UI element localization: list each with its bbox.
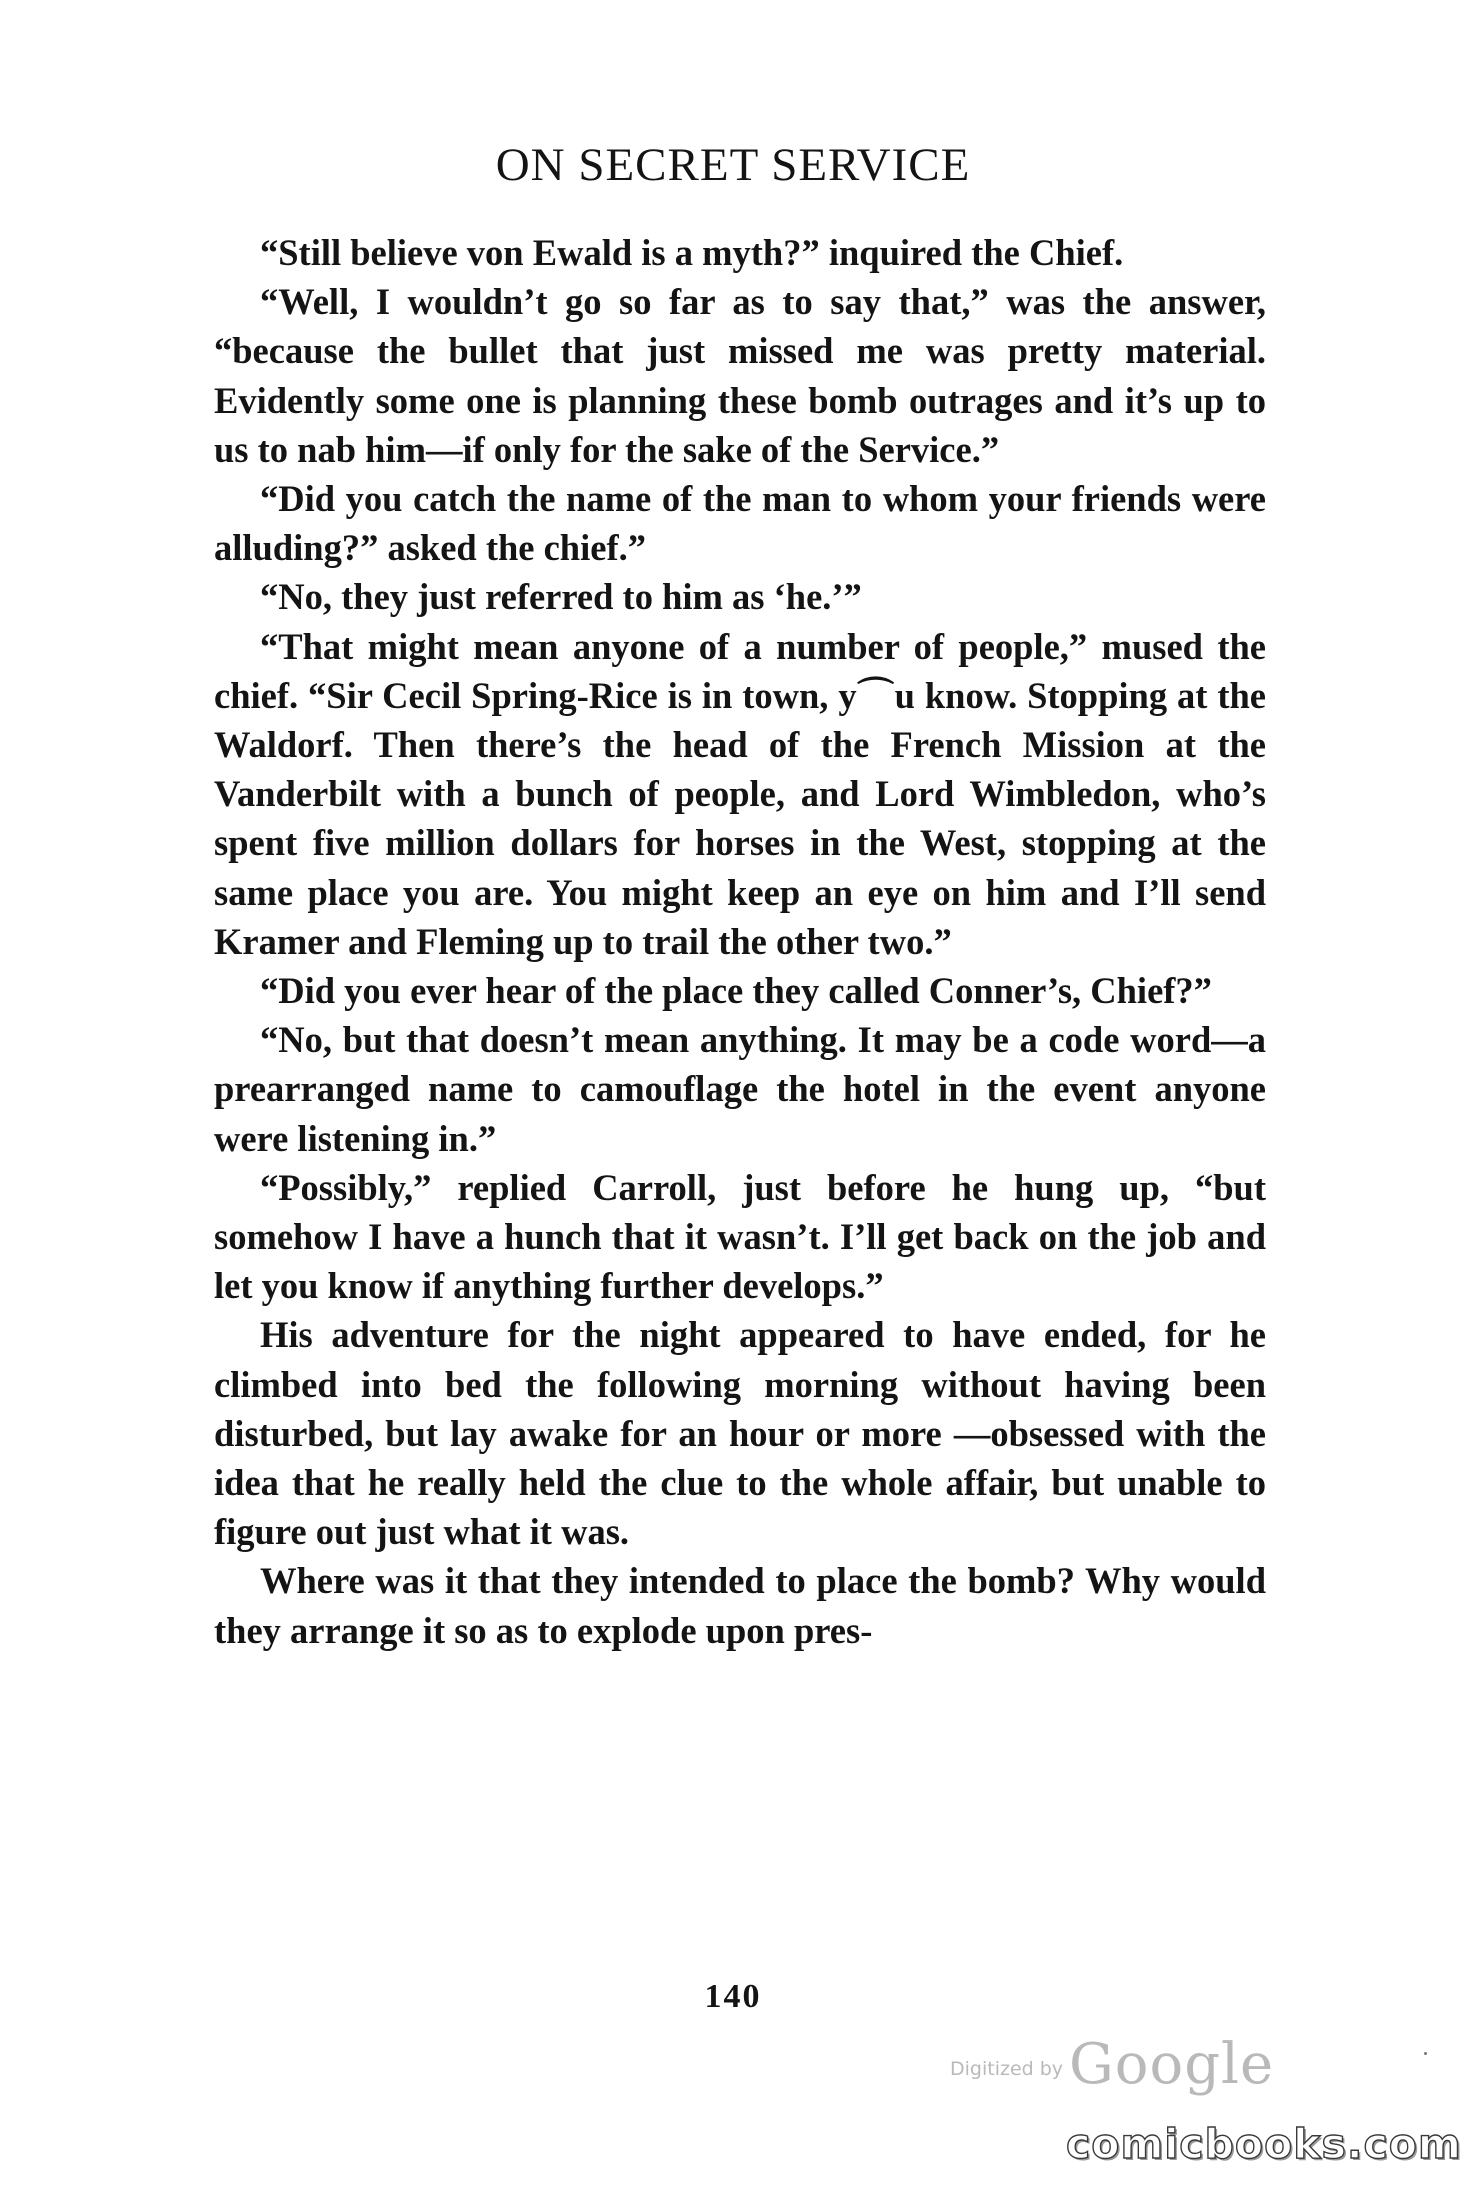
scan-speck — [1424, 2052, 1427, 2055]
page-number: 140 — [704, 1978, 762, 2015]
paragraph: “Well, I wouldn’t go so far as to say that,” was the answer, “because the bullet that just missed me was pretty material. Evidently some one is planning these bomb outrages and it’s up to us to nab him—if only for the sake of the Service.” — [214, 281, 1266, 470]
paragraph: “Did you catch the name of the man to whom your friends were alluding?” asked the chief.” — [214, 478, 1266, 569]
google-logo: Google — [1069, 2032, 1275, 2097]
paragraph: “No, they just referred to him as ‘he.’” — [260, 576, 862, 618]
site-watermark: comicbooks.com — [1066, 2120, 1462, 2168]
paragraph: His adventure for the night appeared to have ended, for he climbed into bed the following morning without having been disturbed, but lay awake for an hour or more —obsessed with the idea that he really held the clue to the whole affair, but unable to figure out just what it was. — [214, 1314, 1266, 1553]
body-text — [214, 228, 1266, 1655]
paragraph: Where was it that they intended to place the bomb? Why would they arrange it so as to explode upon pres- — [214, 1560, 1266, 1651]
paragraph: “Still believe von Ewald is a myth?” inquired the Chief. — [260, 232, 1124, 273]
paragraph: “Possibly,” replied Carroll, just before he hung up, “but somehow I have a hunch that it wasn’t. I’ll get back on the job and let you know if anything further develops.” — [214, 1166, 1266, 1307]
digitized-prefix: Digitized by — [950, 2058, 1064, 2080]
paragraph: “Did you ever hear of the place they called Conner’s, Chief?” — [260, 970, 1212, 1012]
running-title: ON SECRET SERVICE — [495, 139, 971, 191]
paragraph: “That might mean anyone of a number of people,” mused the chief. “Sir Cecil Spring-Rice is in town, y⌒u know. Stopping at the Waldorf. Then there’s the head of the French Mission at the Vanderbilt with a bunch of people, and Lord Wimbledon, who’s spent five million dollars for horses in the West, stopping at the same place you are. You might keep an eye on him and I’ll send Kramer and Fleming up to trail the other two.” — [214, 625, 1266, 962]
digitized-by-google-mark — [950, 2032, 1280, 2102]
paragraph: “No, but that doesn’t mean anything. It may be a code word—a prearranged name to camouflage the hotel in the event anyone were listening in.” — [214, 1019, 1266, 1159]
